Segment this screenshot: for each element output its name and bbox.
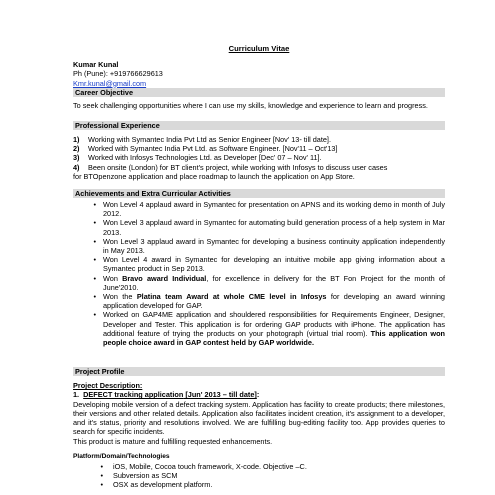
experience-item — [73, 135, 445, 144]
experience-item-text: Been onsite (London) for BT client's project, while working with Infosys to discuss user cases — [88, 162, 388, 172]
candidate-name: Kumar Kunal — [73, 60, 119, 70]
document-title: Curriculum Vitae — [228, 44, 290, 53]
bullet-icon: • — [93, 236, 96, 246]
phone-number: Ph (Pune): +919766629613 — [73, 69, 163, 79]
section-header-projects: Project Profile — [73, 367, 445, 376]
section-header-career: Career Objective — [73, 88, 445, 97]
platform-title: Platform/Domain/Technologies — [73, 452, 170, 460]
project-description-title: Project Description: — [73, 381, 143, 391]
experience-item — [73, 163, 445, 172]
list-item: • Won Level 4 award in Symantec for developing an intuitive mobile app giving information about a Symantec product in Sep 2013. — [73, 255, 445, 273]
experience-item-text: Worked with Symantec India Pvt Ltd. as Software Engineer. [Nov'11 – Oct'13] — [88, 144, 338, 154]
bullet-icon: • — [93, 218, 96, 228]
email-link[interactable]: Kmr.kunal@gmail.com — [73, 78, 147, 88]
list-item: • Won Level 3 applaud award in Symantec for developing a business continuity application independently in May 2013. — [73, 237, 445, 255]
project-body: Developing mobile version of a defect tracking system. Application has facility to create products; there milestones, their versions and other related details. Application also facilitates incident creation, it's assignment to a developer, and it's status, priority and resolutions involved. We are fulfilling bug-editing facility too. App provides queries to search for specific incidents. — [73, 399, 445, 437]
list-item: • iOS, Mobile, Cocoa touch framework, X-code. Objective –C. — [73, 462, 445, 471]
experience-item — [73, 153, 445, 162]
bullet-icon: • — [93, 310, 96, 320]
project-body-note: This product is mature and fulfilling requested enhancements. — [73, 436, 273, 446]
section-header-experience: Professional Experience — [73, 121, 445, 130]
career-objective-text: To seek challenging opportunities where I can use my skills, knowledge and experience to learn and progress. — [73, 100, 428, 110]
experience-item — [73, 144, 445, 153]
experience-item-number: 3) — [73, 153, 80, 163]
experience-item-number: 2) — [73, 144, 80, 154]
achievements-list — [73, 200, 445, 347]
list-item: • Worked on GAP4ME application and shouldered responsibilities for Requirements Engineer, Designer, Developer and Tester. This application is for ordering GAP products with iPhone. The application has additional feature of trying the products on your photograph (virtual trial room). This application won people choice award in GAP contest held by GAP worldwide. — [73, 310, 445, 347]
project-title: 1. DEFECT tracking application [Jun' 2013 – till date]: — [73, 390, 260, 400]
experience-item-number: 1) — [73, 135, 80, 145]
bullet-icon: • — [100, 480, 103, 490]
list-item: • Won Level 4 applaud award in Symantec for presentation on APNS and its working demo in month of July 2012. — [73, 200, 445, 218]
bullet-icon: • — [93, 200, 96, 210]
experience-list — [73, 135, 445, 181]
experience-item-number: 4) — [73, 162, 80, 172]
bullet-icon: • — [93, 273, 96, 283]
bullet-icon: • — [93, 292, 96, 302]
tech-list — [73, 462, 445, 490]
section-header-achievements: Achievements and Extra Curricular Activities — [73, 189, 445, 198]
bullet-icon: • — [100, 471, 103, 481]
experience-item-text: Working with Symantec India Pvt Ltd as Senior Engineer [Nov' 13- till date]. — [88, 135, 331, 145]
list-item: • Won Level 3 applaud award in Symantec for automating build generation process of a help system in Mar 2013. — [73, 218, 445, 236]
list-item: • Won Bravo award Individual, for excellence in delivery for the BT Fon Project for the month of June'2010. — [73, 274, 445, 292]
list-item: • Subversion as SCM — [73, 471, 445, 480]
experience-item-continuation: for BTOpenzone application and place roadmap to launch the application on App Store. — [73, 171, 355, 181]
experience-item-text: Worked with Infosys Technologies Ltd. as Developer [Dec' 07 – Nov' 11]. — [88, 153, 322, 163]
list-item: • OSX as development platform. — [73, 480, 445, 489]
bullet-icon: • — [93, 255, 96, 265]
bullet-icon: • — [100, 461, 103, 471]
list-item: • Won the Platina team Award at whole CME level in Infosys for developing an award winning application developed for GAP. — [73, 292, 445, 310]
